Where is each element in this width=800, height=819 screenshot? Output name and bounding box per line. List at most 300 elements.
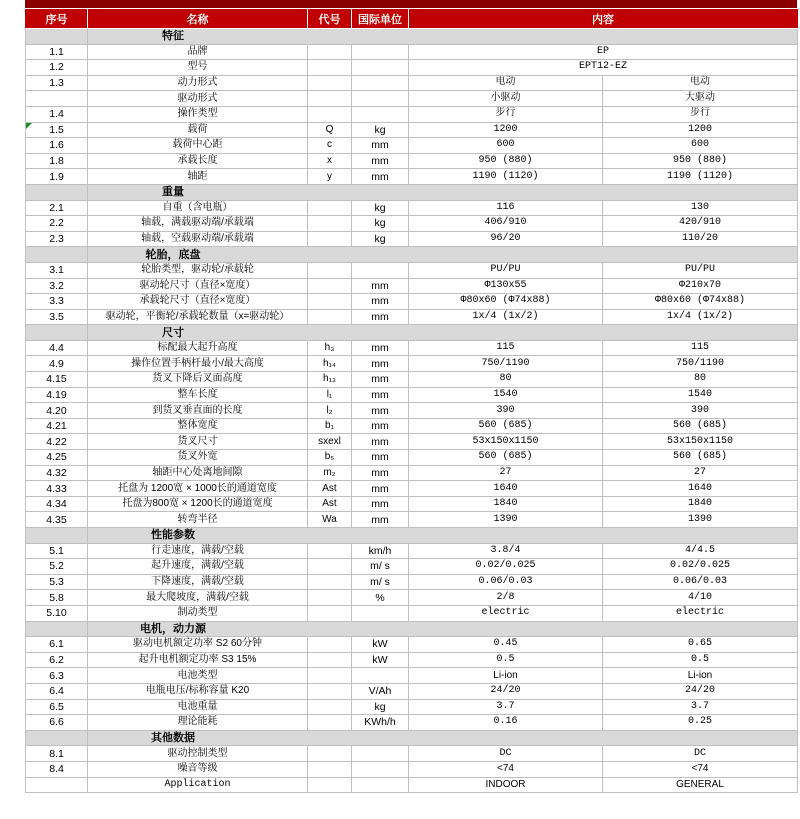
symbol-cell: x [308, 153, 352, 169]
param-name-cell: 承载长度 [88, 153, 308, 169]
row-number: 8.4 [49, 763, 64, 776]
section-index-cell [26, 621, 88, 637]
symbol-cell [308, 699, 352, 715]
param-name-cell: 起升速度，满载/空载 [88, 559, 308, 575]
row-number: 6.6 [49, 716, 64, 729]
symbol-cell [308, 216, 352, 232]
row-number: 6.3 [49, 669, 64, 682]
value-model1-cell: 小驱动 [409, 91, 603, 107]
param-name-cell: 操作位置手柄杆最小/最大高度 [88, 356, 308, 372]
row-number-cell [26, 231, 88, 247]
section-title-cell [88, 325, 798, 341]
value-model2-cell: GENERAL [603, 777, 798, 793]
symbol-cell: h₃ [308, 340, 352, 356]
value-model1-cell: 96/20 [409, 231, 603, 247]
spec-row [26, 403, 798, 419]
value-model1-cell: 53x150x1150 [409, 434, 603, 450]
section-title: 性能参数 [151, 529, 195, 542]
value-model1-cell: Φ130x55 [409, 278, 603, 294]
value-model2-cell: 600 [603, 138, 798, 154]
value-model2-cell: 0.25 [603, 715, 798, 731]
param-name-cell: 驱动控制类型 [88, 746, 308, 762]
param-name-cell: 电池类型 [88, 668, 308, 684]
header-col-symbol: 代号 [308, 9, 352, 29]
row-number: 8.1 [49, 747, 64, 760]
row-number: 2.1 [49, 201, 64, 214]
value-model1-cell: 80 [409, 372, 603, 388]
section-row [26, 184, 798, 200]
param-name-cell: 托盘为 1200宽 × 1000长的通道宽度 [88, 481, 308, 497]
row-number: 1.5 [49, 123, 64, 136]
row-number-cell [26, 481, 88, 497]
value-model1-cell: 2/8 [409, 590, 603, 606]
value-model1-cell: 3.7 [409, 699, 603, 715]
symbol-cell: h₁₃ [308, 372, 352, 388]
row-number-cell [26, 216, 88, 232]
symbol-cell: l₁ [308, 387, 352, 403]
value-model1-cell: 1840 [409, 496, 603, 512]
symbol-cell: Wa [308, 512, 352, 528]
value-merged-cell: EPT12-EZ [409, 60, 798, 76]
unit-cell: mm [352, 278, 409, 294]
spec-row [26, 777, 798, 793]
row-number: 3.5 [49, 310, 64, 323]
spec-row [26, 372, 798, 388]
value-model1-cell: Φ80x60 (Φ74x88) [409, 294, 603, 310]
value-model1-cell: 1x/4 (1x/2) [409, 309, 603, 325]
section-index-cell [26, 325, 88, 341]
spec-row [26, 75, 798, 91]
row-number: 4.32 [46, 466, 67, 479]
section-title: 尺寸 [162, 326, 184, 339]
unit-cell: mm [352, 465, 409, 481]
spec-row [26, 231, 798, 247]
param-name-cell: 托盘为800宽 × 1200长的通道宽度 [88, 496, 308, 512]
header-col-index: 序号 [26, 9, 88, 29]
row-number-cell [26, 668, 88, 684]
value-model1-cell: 0.45 [409, 637, 603, 653]
spec-row [26, 91, 798, 107]
param-name-cell: 货叉外宽 [88, 450, 308, 466]
row-number-cell [26, 294, 88, 310]
unit-cell: mm [352, 434, 409, 450]
param-name-cell: 制动类型 [88, 605, 308, 621]
value-model2-cell: 1390 [603, 512, 798, 528]
row-number: 6.2 [49, 654, 64, 667]
row-number: 3.1 [49, 264, 64, 277]
symbol-cell [308, 543, 352, 559]
unit-cell: kg [352, 231, 409, 247]
symbol-cell [308, 44, 352, 60]
section-index-cell [26, 730, 88, 746]
section-title-cell [88, 247, 798, 263]
param-name-cell: 起升电机额定功率 S3 15% [88, 652, 308, 668]
spec-table-body [26, 29, 798, 793]
symbol-cell: Ast [308, 496, 352, 512]
spec-row [26, 216, 798, 232]
spec-row [26, 278, 798, 294]
unit-cell: mm [352, 340, 409, 356]
row-number: 1.2 [49, 61, 64, 74]
title-bar [25, 0, 797, 9]
value-model2-cell: 1200 [603, 122, 798, 138]
spec-row [26, 294, 798, 310]
row-number-cell [26, 403, 88, 419]
unit-cell: V/Ah [352, 683, 409, 699]
symbol-cell: b₅ [308, 450, 352, 466]
value-model1-cell: 步行 [409, 106, 603, 122]
param-name-cell: 理论能耗 [88, 715, 308, 731]
value-model1-cell: 1390 [409, 512, 603, 528]
value-model1-cell: 406/910 [409, 216, 603, 232]
unit-cell: m/ s [352, 574, 409, 590]
value-model1-cell: Li-ion [409, 668, 603, 684]
spec-row [26, 668, 798, 684]
spec-row [26, 340, 798, 356]
value-model1-cell: 560 (685) [409, 418, 603, 434]
unit-cell: kW [352, 652, 409, 668]
row-number-cell [26, 340, 88, 356]
row-number: 5.3 [49, 576, 64, 589]
value-model1-cell: 560 (685) [409, 450, 603, 466]
symbol-cell [308, 668, 352, 684]
row-number-cell [26, 637, 88, 653]
spec-row [26, 590, 798, 606]
symbol-cell: sxexl [308, 434, 352, 450]
spec-row [26, 387, 798, 403]
row-number-cell [26, 91, 88, 107]
row-number-cell [26, 559, 88, 575]
row-number-cell [26, 746, 88, 762]
spec-row [26, 262, 798, 278]
param-name-cell: 轮胎类型，驱动轮/承载轮 [88, 262, 308, 278]
param-name-cell: 载荷 [88, 122, 308, 138]
value-model2-cell: 750/1190 [603, 356, 798, 372]
row-number: 1.4 [49, 108, 64, 121]
unit-cell [352, 91, 409, 107]
unit-cell: mm [352, 512, 409, 528]
param-name-cell: 到货叉垂直面的长度 [88, 403, 308, 419]
row-number-cell [26, 387, 88, 403]
row-number: 5.2 [49, 560, 64, 573]
spec-row [26, 496, 798, 512]
section-row [26, 621, 798, 637]
row-number-cell [26, 278, 88, 294]
value-model1-cell: electric [409, 605, 603, 621]
symbol-cell: c [308, 138, 352, 154]
param-name-cell: 电瓶电压/标称容量 K20 [88, 683, 308, 699]
param-name-cell: 整体宽度 [88, 418, 308, 434]
symbol-cell: h₁₄ [308, 356, 352, 372]
param-name-cell: 驱动轮，平衡轮/承载轮数量（x=驱动轮） [88, 309, 308, 325]
param-name-cell: 货叉下降后叉面高度 [88, 372, 308, 388]
value-model2-cell: <74 [603, 761, 798, 777]
row-number-cell [26, 699, 88, 715]
value-model1-cell: 1540 [409, 387, 603, 403]
symbol-cell: y [308, 169, 352, 185]
row-number: 1.3 [49, 77, 64, 90]
section-title-cell [88, 528, 798, 544]
spec-row [26, 60, 798, 76]
unit-cell: m/ s [352, 559, 409, 575]
value-model1-cell: 27 [409, 465, 603, 481]
unit-cell [352, 746, 409, 762]
value-model2-cell: 950 (880) [603, 153, 798, 169]
row-number-cell [26, 512, 88, 528]
param-name-cell: 最大爬坡度，满载/空载 [88, 590, 308, 606]
param-name-cell: 品牌 [88, 44, 308, 60]
value-model2-cell: electric [603, 605, 798, 621]
spec-row [26, 715, 798, 731]
value-model2-cell: 0.5 [603, 652, 798, 668]
header-row [26, 9, 798, 29]
value-model2-cell: 115 [603, 340, 798, 356]
unit-cell [352, 605, 409, 621]
row-number-cell [26, 356, 88, 372]
row-number-cell [26, 372, 88, 388]
row-number: 4.9 [49, 357, 64, 370]
value-model2-cell: 1640 [603, 481, 798, 497]
section-row [26, 247, 798, 263]
symbol-cell [308, 761, 352, 777]
spec-row [26, 605, 798, 621]
section-index-cell [26, 184, 88, 200]
row-number: 1.8 [49, 155, 64, 168]
spec-row [26, 683, 798, 699]
unit-cell: mm [352, 372, 409, 388]
value-model1-cell: 600 [409, 138, 603, 154]
value-model1-cell: DC [409, 746, 603, 762]
section-row [26, 29, 798, 45]
value-model2-cell: 130 [603, 200, 798, 216]
section-title-cell [88, 184, 798, 200]
value-model1-cell: 3.8/4 [409, 543, 603, 559]
row-number-cell [26, 138, 88, 154]
section-row [26, 528, 798, 544]
value-model2-cell: 24/20 [603, 683, 798, 699]
value-model2-cell: 电动 [603, 75, 798, 91]
param-name-cell: 动力形式 [88, 75, 308, 91]
spec-row [26, 153, 798, 169]
unit-cell: mm [352, 418, 409, 434]
param-name-cell: 载荷中心距 [88, 138, 308, 154]
value-model2-cell: 420/910 [603, 216, 798, 232]
row-number-cell [26, 715, 88, 731]
unit-cell: mm [352, 153, 409, 169]
spec-row [26, 122, 798, 138]
param-name-cell: 驱动电机额定功率 S2 60分钟 [88, 637, 308, 653]
value-model2-cell: 110/20 [603, 231, 798, 247]
spec-row [26, 512, 798, 528]
value-model1-cell: 0.06/0.03 [409, 574, 603, 590]
row-number: 4.21 [46, 420, 67, 433]
value-model1-cell: 390 [409, 403, 603, 419]
value-model2-cell: 3.7 [603, 699, 798, 715]
symbol-cell [308, 231, 352, 247]
row-number: 4.35 [46, 513, 67, 526]
unit-cell: kg [352, 216, 409, 232]
symbol-cell [308, 777, 352, 793]
value-model1-cell: PU/PU [409, 262, 603, 278]
row-number: 4.25 [46, 451, 67, 464]
value-model2-cell: 390 [603, 403, 798, 419]
value-model2-cell: Li-ion [603, 668, 798, 684]
spec-row [26, 450, 798, 466]
row-number-cell [26, 60, 88, 76]
value-model2-cell: 1840 [603, 496, 798, 512]
symbol-cell [308, 683, 352, 699]
row-number-cell [26, 450, 88, 466]
value-model2-cell: 80 [603, 372, 798, 388]
spec-row [26, 699, 798, 715]
unit-cell: mm [352, 481, 409, 497]
section-title-cell [88, 29, 798, 45]
row-number: 5.10 [46, 607, 67, 620]
section-title-cell [88, 621, 798, 637]
symbol-cell [308, 278, 352, 294]
value-model2-cell: DC [603, 746, 798, 762]
row-number-cell [26, 590, 88, 606]
value-model2-cell: Φ80x60 (Φ74x88) [603, 294, 798, 310]
row-number-cell [26, 44, 88, 60]
row-number-cell [26, 200, 88, 216]
param-name-cell: 轴载，满载驱动端/承载端 [88, 216, 308, 232]
row-number-cell [26, 761, 88, 777]
spec-row [26, 652, 798, 668]
spec-row [26, 637, 798, 653]
value-model2-cell: 大驱动 [603, 91, 798, 107]
unit-cell [352, 60, 409, 76]
row-number: 4.33 [46, 482, 67, 495]
value-model1-cell: 24/20 [409, 683, 603, 699]
value-model1-cell: 1200 [409, 122, 603, 138]
row-number: 4.22 [46, 435, 67, 448]
unit-cell [352, 262, 409, 278]
unit-cell: mm [352, 356, 409, 372]
value-model2-cell: 0.06/0.03 [603, 574, 798, 590]
value-model2-cell: PU/PU [603, 262, 798, 278]
row-number: 1.6 [49, 139, 64, 152]
value-model1-cell: INDOOR [409, 777, 603, 793]
value-model2-cell: 1x/4 (1x/2) [603, 309, 798, 325]
value-model1-cell: 电动 [409, 75, 603, 91]
param-name-cell: 货叉尺寸 [88, 434, 308, 450]
row-number-cell [26, 262, 88, 278]
unit-cell: mm [352, 403, 409, 419]
row-number: 3.2 [49, 279, 64, 292]
value-model2-cell: Φ210x70 [603, 278, 798, 294]
spec-row [26, 434, 798, 450]
unit-cell [352, 761, 409, 777]
spec-row [26, 418, 798, 434]
row-number: 2.3 [49, 233, 64, 246]
section-title: 轮胎，底盘 [145, 248, 201, 261]
section-row [26, 730, 798, 746]
row-number-cell [26, 434, 88, 450]
value-model1-cell: 750/1190 [409, 356, 603, 372]
unit-cell: kg [352, 200, 409, 216]
param-name-cell: 下降速度，满载/空载 [88, 574, 308, 590]
spec-sheet [25, 0, 797, 793]
row-number: 2.2 [49, 217, 64, 230]
row-number: 6.1 [49, 638, 64, 651]
unit-cell: mm [352, 138, 409, 154]
row-number-cell [26, 106, 88, 122]
value-model2-cell: 0.02/0.025 [603, 559, 798, 575]
unit-cell: kg [352, 122, 409, 138]
row-number: 4.19 [46, 388, 67, 401]
unit-cell: % [352, 590, 409, 606]
symbol-cell [308, 106, 352, 122]
header-col-name: 名称 [88, 9, 308, 29]
value-model2-cell: 4/10 [603, 590, 798, 606]
section-row [26, 325, 798, 341]
symbol-cell: b₁ [308, 418, 352, 434]
row-number-cell [26, 153, 88, 169]
spec-row [26, 169, 798, 185]
row-number: 5.8 [49, 591, 64, 604]
value-model2-cell: 1190 (1120) [603, 169, 798, 185]
row-number-cell [26, 309, 88, 325]
spec-row [26, 559, 798, 575]
value-model2-cell: 1540 [603, 387, 798, 403]
param-name-cell: 自重（含电瓶） [88, 200, 308, 216]
value-model1-cell: 1640 [409, 481, 603, 497]
param-name-cell: 型号 [88, 60, 308, 76]
header-col-content: 内容 [409, 9, 798, 29]
row-number: 3.3 [49, 295, 64, 308]
value-model1-cell: 115 [409, 340, 603, 356]
spec-row [26, 481, 798, 497]
section-index-cell [26, 29, 88, 45]
symbol-cell [308, 60, 352, 76]
symbol-cell [308, 309, 352, 325]
symbol-cell: m₂ [308, 465, 352, 481]
symbol-cell: l₂ [308, 403, 352, 419]
section-title: 重量 [162, 186, 184, 199]
symbol-cell [308, 294, 352, 310]
param-name-cell: 整车长度 [88, 387, 308, 403]
row-number-cell [26, 652, 88, 668]
row-number: 1.9 [49, 170, 64, 183]
param-name-cell: 驱动形式 [88, 91, 308, 107]
param-name-cell: 轴距 [88, 169, 308, 185]
spec-table [25, 9, 798, 793]
symbol-cell [308, 590, 352, 606]
section-title-cell [88, 730, 798, 746]
symbol-cell [308, 637, 352, 653]
value-model2-cell: 0.65 [603, 637, 798, 653]
unit-cell: km/h [352, 543, 409, 559]
symbol-cell [308, 262, 352, 278]
param-name-cell: 噪音等级 [88, 761, 308, 777]
section-title: 特征 [162, 30, 184, 43]
value-model1-cell: 116 [409, 200, 603, 216]
section-title: 电机，动力源 [140, 622, 206, 635]
value-model2-cell: 步行 [603, 106, 798, 122]
value-model1-cell: <74 [409, 761, 603, 777]
param-name-cell: 行走速度，满载/空载 [88, 543, 308, 559]
row-number: 4.15 [46, 373, 67, 386]
value-model1-cell: 0.02/0.025 [409, 559, 603, 575]
spec-row [26, 746, 798, 762]
unit-cell [352, 777, 409, 793]
symbol-cell [308, 715, 352, 731]
unit-cell [352, 75, 409, 91]
value-model2-cell: 4/4.5 [603, 543, 798, 559]
symbol-cell [308, 574, 352, 590]
section-index-cell [26, 528, 88, 544]
